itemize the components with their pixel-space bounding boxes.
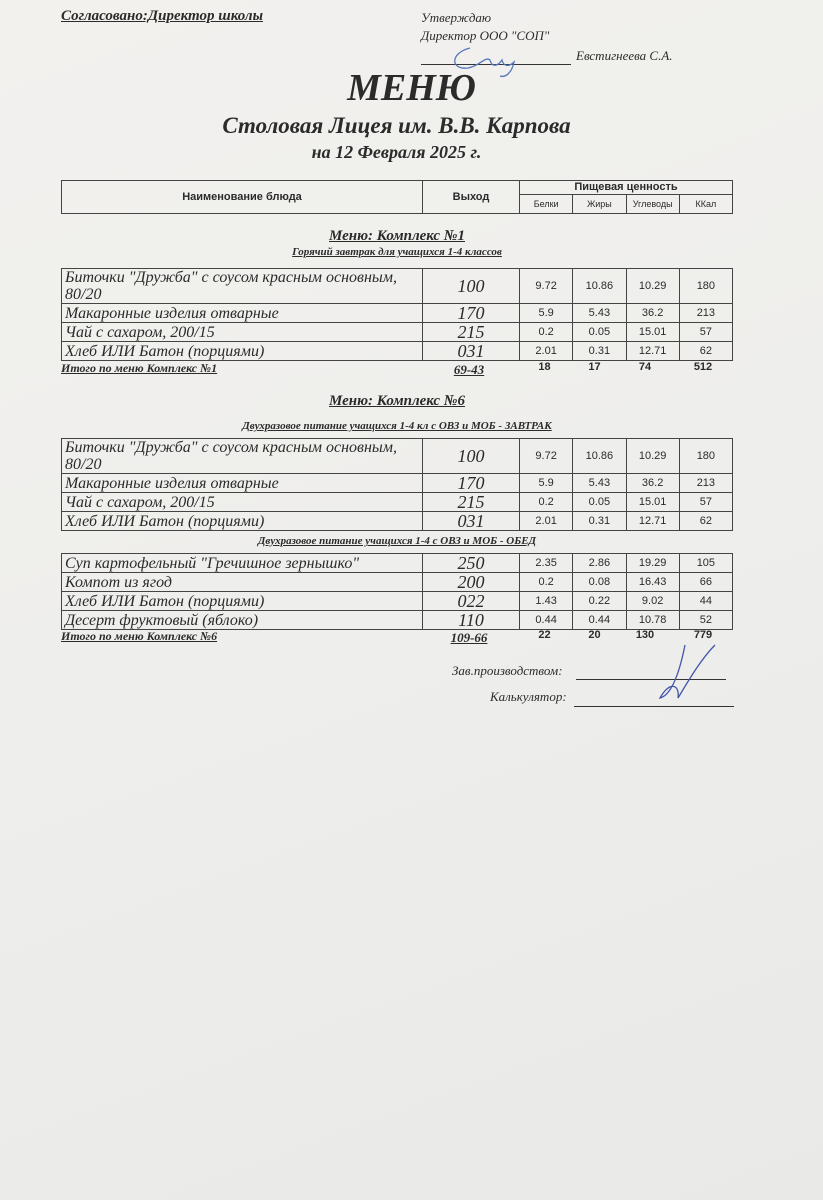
carbs: 36.2 [626, 304, 679, 323]
dish-name: Макаронные изделия отварные [62, 474, 423, 493]
dish-output: 215 [423, 323, 520, 342]
kcal: 213 [679, 474, 732, 493]
carbs: 36.2 [626, 474, 679, 493]
header-name: Наименование блюда [62, 181, 423, 214]
fat: 10.86 [573, 439, 626, 474]
total-label: Итого по меню Комплекс №6 [61, 629, 218, 643]
carbs: 9.02 [626, 592, 679, 611]
table-row [62, 439, 733, 474]
fat: 0.44 [573, 611, 626, 630]
protein: 9.72 [520, 439, 573, 474]
total-carbs: 74 [638, 361, 652, 373]
dish-output: 215 [423, 493, 520, 512]
approval-left: Согласовано:Директор школы [61, 8, 263, 24]
kcal: 52 [679, 611, 732, 630]
dish-output: 170 [423, 474, 520, 493]
table-row [62, 474, 733, 493]
fat: 0.22 [573, 592, 626, 611]
total-kcal: 512 [693, 361, 713, 373]
dish-name: Хлеб ИЛИ Батон (порциями) [62, 512, 423, 531]
kcal: 180 [679, 269, 732, 304]
kcal: 62 [679, 512, 732, 531]
calculator-label: Калькулятор: [490, 689, 567, 704]
fat: 0.08 [573, 573, 626, 592]
table-row [62, 611, 733, 630]
kcal: 44 [679, 592, 732, 611]
header-protein: Белки [520, 195, 573, 214]
dish-output: 100 [423, 269, 520, 304]
header-table [61, 180, 733, 214]
kcal: 57 [679, 323, 732, 342]
table-row [62, 573, 733, 592]
subtitle: Столовая Лицея им. В.В. Карпова [222, 113, 571, 138]
dish-output: 170 [423, 304, 520, 323]
fat: 5.43 [573, 474, 626, 493]
dish-name: Биточки "Дружба" с соусом красным основным, 80/20 [62, 269, 423, 304]
section-title: Двухразовое питание учащихся 1-4 кл с ОВЗ и МОБ - ЗАВТРАК [242, 420, 552, 432]
protein: 1.43 [520, 592, 573, 611]
kcal: 62 [679, 342, 732, 361]
dish-name: Десерт фруктовый (яблоко) [62, 611, 423, 630]
protein: 5.9 [520, 304, 573, 323]
protein: 2.01 [520, 342, 573, 361]
header-fat: Жиры [573, 195, 626, 214]
header-kcal: ККал [679, 195, 732, 214]
dish-output: 200 [423, 573, 520, 592]
table-row [62, 323, 733, 342]
section-title: Горячий завтрак для учащихся 1-4 классов [292, 246, 502, 258]
total-label: Итого по меню Комплекс №1 [61, 361, 218, 375]
dish-name: Чай с сахаром, 200/15 [62, 493, 423, 512]
menu-table [61, 268, 733, 361]
fat: 0.31 [573, 342, 626, 361]
dish-output: 250 [423, 554, 520, 573]
dish-output: 110 [423, 611, 520, 630]
protein: 0.2 [520, 493, 573, 512]
fat: 0.31 [573, 512, 626, 531]
total-fat: 17 [588, 361, 601, 373]
dish-output: 100 [423, 439, 520, 474]
total-kcal: 779 [693, 629, 713, 641]
carbs: 10.78 [626, 611, 679, 630]
dish-name: Чай с сахаром, 200/15 [62, 323, 423, 342]
kcal: 66 [679, 573, 732, 592]
carbs: 12.71 [626, 342, 679, 361]
dish-name: Хлеб ИЛИ Батон (порциями) [62, 342, 423, 361]
protein: 5.9 [520, 474, 573, 493]
header-nutrition: Пищевая ценность [520, 181, 733, 195]
protein: 2.35 [520, 554, 573, 573]
total-carbs: 130 [635, 629, 655, 641]
table-row [62, 554, 733, 573]
dish-output: 022 [423, 592, 520, 611]
kcal: 180 [679, 439, 732, 474]
carbs: 12.71 [626, 512, 679, 531]
table-row [62, 269, 733, 304]
calculator-signature-line [574, 706, 734, 707]
section-title: Двухразовое питание учащихся 1-4 с ОВЗ и МОБ - ОБЕД [257, 535, 537, 547]
carbs: 10.29 [626, 439, 679, 474]
approval-line1: Утверждаю [421, 10, 492, 25]
dish-name: Компот из ягод [62, 573, 423, 592]
table-row [62, 512, 733, 531]
total-fat: 20 [588, 629, 601, 641]
total-output: 109-66 [450, 630, 488, 645]
total-output: 69-43 [453, 362, 485, 377]
fat: 0.05 [573, 323, 626, 342]
fat: 5.43 [573, 304, 626, 323]
kcal: 213 [679, 304, 732, 323]
protein: 0.44 [520, 611, 573, 630]
fat: 10.86 [573, 269, 626, 304]
menu-table [61, 438, 733, 531]
carbs: 19.29 [626, 554, 679, 573]
dish-output: 031 [423, 512, 520, 531]
protein: 2.01 [520, 512, 573, 531]
approver-name: Евстигнеева С.А. [576, 48, 673, 63]
header-output: Выход [423, 181, 520, 214]
production-signature [650, 640, 720, 705]
protein: 0.2 [520, 323, 573, 342]
protein: 9.72 [520, 269, 573, 304]
carbs: 16.43 [626, 573, 679, 592]
fat: 0.05 [573, 493, 626, 512]
dish-name: Биточки "Дружба" с соусом красным основным, 80/20 [62, 439, 423, 474]
complex-title: Меню: Комплекс №1 [329, 228, 465, 244]
production-label: Зав.производством: [452, 663, 563, 678]
approval-line2: Директор ООО "СОП" [421, 28, 550, 43]
carbs: 10.29 [626, 269, 679, 304]
table-row [62, 493, 733, 512]
carbs: 15.01 [626, 493, 679, 512]
menu-table [61, 553, 733, 630]
carbs: 15.01 [626, 323, 679, 342]
dish-name: Хлеб ИЛИ Батон (порциями) [62, 592, 423, 611]
table-row [62, 342, 733, 361]
dish-name: Макаронные изделия отварные [62, 304, 423, 323]
menu-date: на 12 Февраля 2025 г. [311, 142, 482, 162]
total-protein: 22 [538, 629, 551, 641]
header-carbs: Углеводы [626, 195, 679, 214]
complex-title: Меню: Комплекс №6 [329, 393, 465, 409]
page-title: МЕНЮ [347, 67, 476, 109]
fat: 2.86 [573, 554, 626, 573]
total-protein: 18 [538, 361, 551, 373]
table-row [62, 304, 733, 323]
kcal: 57 [679, 493, 732, 512]
protein: 0.2 [520, 573, 573, 592]
dish-output: 031 [423, 342, 520, 361]
table-row [62, 592, 733, 611]
dish-name: Суп картофельный "Гречишное зернышко" [62, 554, 423, 573]
kcal: 105 [679, 554, 732, 573]
